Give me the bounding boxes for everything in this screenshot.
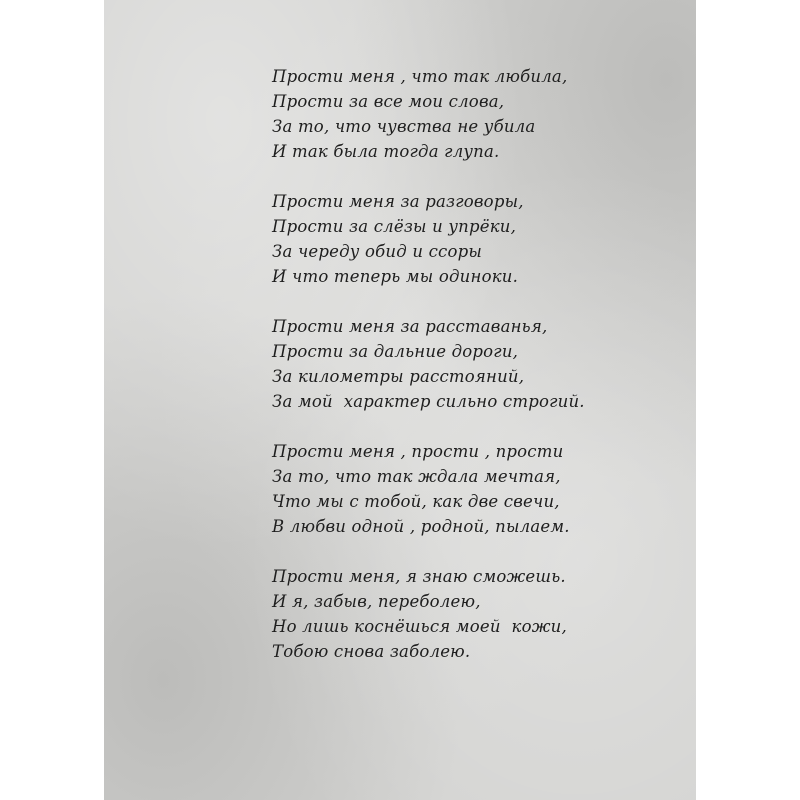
poem-line: Прости меня за разговоры, xyxy=(272,192,524,211)
poem-line: Прости меня, я знаю сможешь. xyxy=(272,567,566,586)
poem-line: Но лишь коснёшься моей кожи, xyxy=(272,617,567,636)
poem-line: И я, забыв, переболею, xyxy=(272,592,481,611)
poem-line: Прости меня , что так любила, xyxy=(272,67,568,86)
poem-line: За километры расстояний, xyxy=(272,367,525,386)
poem-line: Тобою снова заболею. xyxy=(272,642,471,661)
poem-line: Прости за дальние дороги, xyxy=(272,342,519,361)
poem-line: За то, что чувства не убила xyxy=(272,117,536,136)
stanza-1 xyxy=(272,64,585,164)
poem-line: За то, что так ждала мечтая, xyxy=(272,467,561,486)
poem-line: В любви одной , родной, пылаем. xyxy=(272,517,570,536)
poem-line: Прости за все мои слова, xyxy=(272,92,505,111)
paper-page xyxy=(104,0,696,800)
poem xyxy=(272,64,585,689)
stanza-4 xyxy=(272,439,585,539)
poem-line: Что мы с тобой, как две свечи, xyxy=(272,492,560,511)
poem-line: Прости меня за расставанья, xyxy=(272,317,548,336)
stanza-3 xyxy=(272,314,585,414)
poem-line: Прости за слёзы и упрёки, xyxy=(272,217,517,236)
poem-line: Прости меня , прости , прости xyxy=(272,442,564,461)
poem-line: За череду обид и ссоры xyxy=(272,242,483,261)
poem-line: И что теперь мы одиноки. xyxy=(272,267,519,286)
poem-line: И так была тогда глупа. xyxy=(272,142,500,161)
stanza-5 xyxy=(272,564,585,664)
poem-line: За мой характер сильно строгий. xyxy=(272,392,585,411)
stanza-2 xyxy=(272,189,585,289)
